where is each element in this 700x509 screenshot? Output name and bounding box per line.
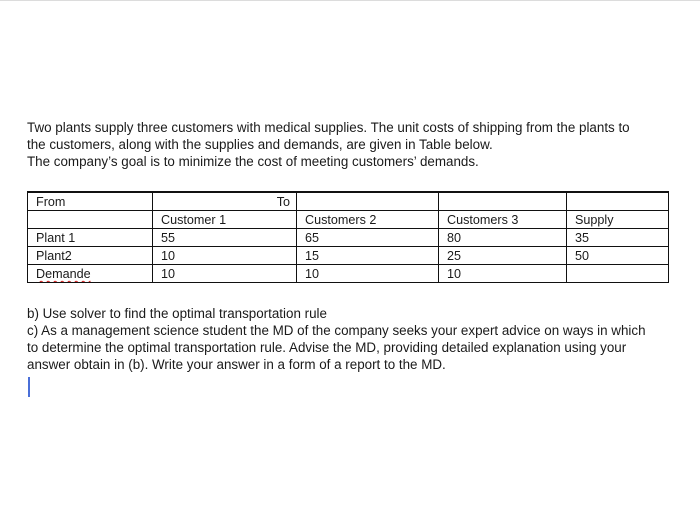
transportation-cost-table: [27, 191, 669, 283]
problem-statement: [27, 119, 677, 170]
table-header-row: [28, 192, 669, 211]
table-row: [28, 247, 669, 265]
to-label: To: [276, 195, 290, 209]
table-cell: 15: [297, 247, 439, 265]
table-cell: 80: [439, 229, 567, 247]
intro-line-1: Two plants supply three customers with medical supplies. The unit costs of shipping from the plants to: [27, 120, 630, 135]
intro-line-2: the customers, along with the supplies and demands, are given in Table below.: [27, 137, 493, 152]
question-c-line-3: answer obtain in (b). Write your answer in a form of a report to the MD.: [27, 357, 446, 372]
table-row: [28, 229, 669, 247]
question-c-line-2: to determine the optimal transportation rule. Advise the MD, providing detailed explanation using your: [27, 340, 627, 355]
text-cursor[interactable]: [28, 377, 30, 397]
table-cell: [297, 192, 439, 211]
intro-line-3: The company’s goal is to minimize the cost of meeting customers’ demands.: [27, 154, 479, 169]
table-cell: [567, 265, 669, 283]
to-header-cell: [153, 192, 297, 211]
table-cell: 65: [297, 229, 439, 247]
row-label-demand: [28, 265, 153, 283]
table-cell: 35: [567, 229, 669, 247]
table-cell: 25: [439, 247, 567, 265]
column-header-supply: Supply: [567, 211, 669, 229]
table-cell: 55: [153, 229, 297, 247]
column-header-row: [28, 211, 669, 229]
table-cell: [28, 211, 153, 229]
table-row: [28, 265, 669, 283]
from-header-cell: From: [28, 192, 153, 211]
table-cell: [439, 192, 567, 211]
question-c-line-1: c) As a management science student the MD of the company seeks your expert advice on ways in which: [27, 323, 646, 338]
row-label-plant-2: Plant2: [28, 247, 153, 265]
questions-block: [27, 305, 677, 373]
question-b: b) Use solver to find the optimal transportation rule: [27, 306, 327, 321]
table-cell: 10: [439, 265, 567, 283]
column-header-customer-3: Customers 3: [439, 211, 567, 229]
table-cell: [567, 192, 669, 211]
table-cell: 10: [153, 247, 297, 265]
column-header-customer-2: Customers 2: [297, 211, 439, 229]
column-header-customer-1: Customer 1: [153, 211, 297, 229]
table-cell: 10: [153, 265, 297, 283]
top-divider: [0, 0, 700, 1]
table-cell: 50: [567, 247, 669, 265]
row-label-plant-1: Plant 1: [28, 229, 153, 247]
table-cell: 10: [297, 265, 439, 283]
demand-label: Demande: [36, 267, 91, 281]
